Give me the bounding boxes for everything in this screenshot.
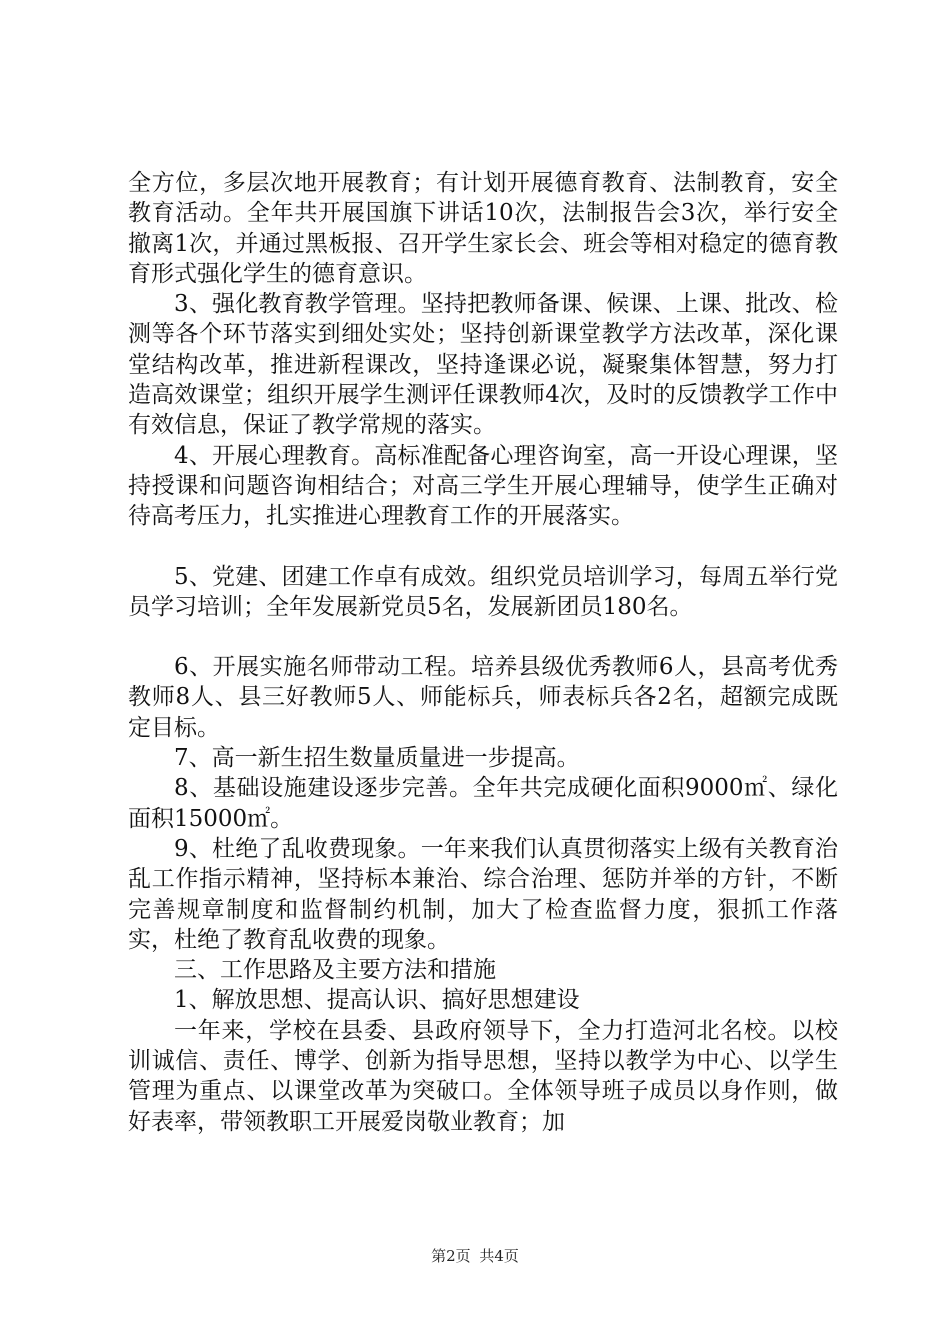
- document-body: [128, 168, 838, 1137]
- paragraph-teaching-management: 3、强化教育教学管理。坚持把教师备课、候课、上课、批改、检测等各个环节落实到细处实处；坚持创新课堂教学方法改革，深化课堂结构改革，推进新程课改，坚持逢课必说，凝聚集体智慧，努力打造高效课堂；组织开展学生测评任课教师4次，及时的反馈教学工作中有效信息，保证了教学常规的落实。: [128, 291, 838, 439]
- paragraph-party-building: 5、党建、团建工作卓有成效。组织党员培训学习，每周五举行党员学习培训；全年发展新党员5名，发展新团员180名。: [128, 563, 838, 620]
- subsection-heading-ideology: 1、解放思想、提高认识、搞好思想建设: [174, 987, 580, 1014]
- paragraph-moral-education-continued: 全方位，多层次地开展教育；有计划开展德育教育、法制教育，安全教育活动。全年共开展国旗下讲话10次，法制报告会3次，举行安全撤离1次，并通过黑板报、召开学生家长会、班会等相对稳定的德育教育形式强化学生的德育意识。: [128, 170, 838, 287]
- paragraph-enrollment: 7、高一新生招生数量质量进一步提高。: [174, 745, 580, 772]
- paragraph-master-teacher-project: 6、开展实施名师带动工程。培养县级优秀教师6人，县高考优秀教师8人、县三好教师5人、师能标兵，师表标兵各2名，超额完成既定目标。: [128, 654, 838, 741]
- paragraph-fee-regulation: 9、杜绝了乱收费现象。一年来我们认真贯彻落实上级有关教育治乱工作指示精神，坚持标本兼治、综合治理、惩防并举的方针，不断完善规章制度和监督制约机制，加大了检查监督力度，狠抓工作落实，杜绝了教育乱收费的现象。: [128, 835, 838, 953]
- paragraph-infrastructure: 8、基础设施建设逐步完善。全年共完成硬化面积9000㎡、绿化面积15000㎡。: [128, 775, 838, 832]
- paragraph-psychological-education: 4、开展心理教育。高标准配备心理咨询室，高一开设心理课，坚持授课和问题咨询相结合；对高三学生开展心理辅导，使学生正确对待高考压力，扎实推进心理教育工作的开展落实。: [128, 442, 838, 530]
- page-number-footer: 第2页 共4页: [431, 1247, 519, 1265]
- section-heading-work-approach: 三、工作思路及主要方法和措施: [174, 957, 496, 984]
- paragraph-school-leadership: 一年来，学校在县委、县政府领导下，全力打造河北名校。以校训诚信、责任、博学、创新为指导思想，坚持以教学为中心、以学生管理为重点、以课堂改革为突破口。全体领导班子成员以身作则，做好表率，带领教职工开展爱岗敬业教育；加: [128, 1017, 838, 1135]
